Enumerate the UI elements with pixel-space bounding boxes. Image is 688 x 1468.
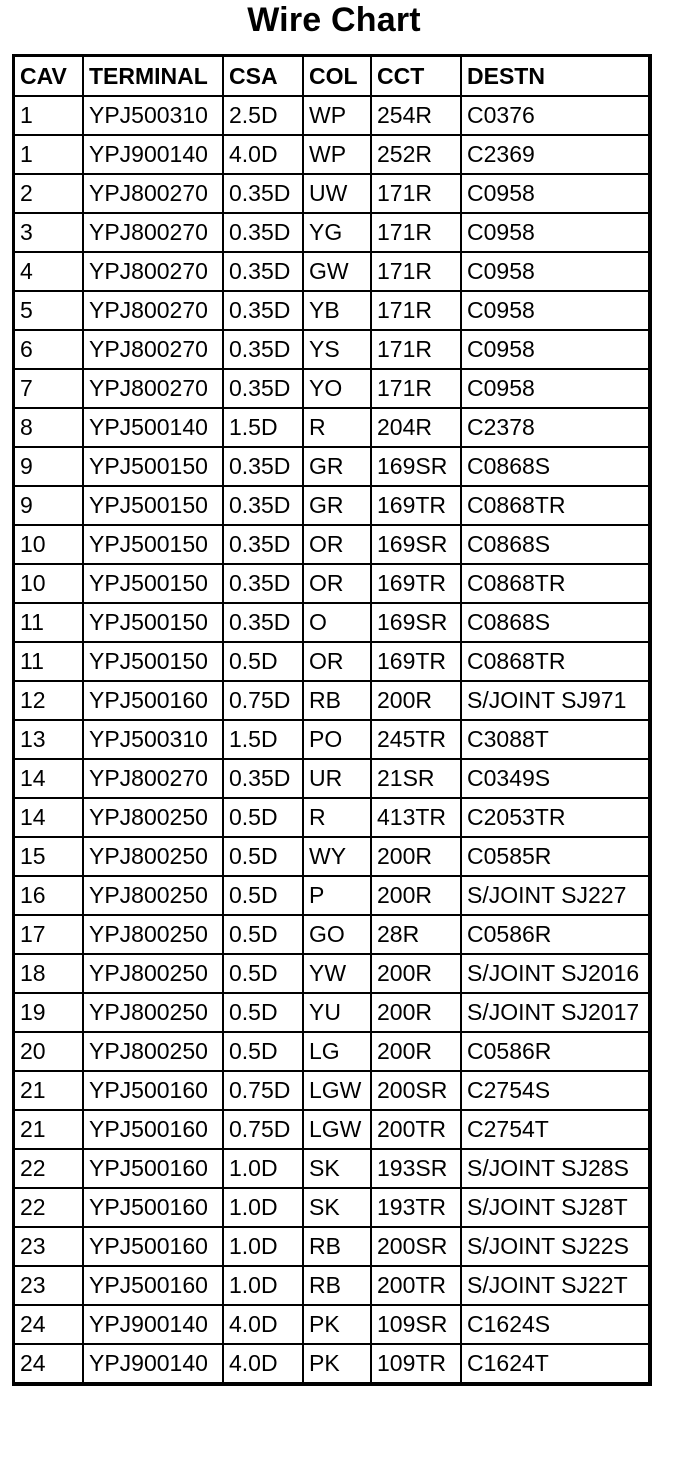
table-row <box>15 213 648 252</box>
cell-destn: C0868TR <box>461 486 648 525</box>
cell-csa: 0.5D <box>223 642 303 681</box>
table-row <box>15 135 648 174</box>
table-row <box>15 681 648 720</box>
table-row <box>15 720 648 759</box>
cell-terminal: YPJ500150 <box>83 447 223 486</box>
header-destn: DESTN <box>461 57 648 96</box>
cell-cct: 109SR <box>371 1305 461 1344</box>
table-row <box>15 642 648 681</box>
cell-csa: 0.35D <box>223 564 303 603</box>
cell-cct: 200SR <box>371 1227 461 1266</box>
table-row <box>15 915 648 954</box>
cell-cct: 169SR <box>371 603 461 642</box>
cell-cav: 24 <box>15 1344 83 1382</box>
cell-destn: C0958 <box>461 213 648 252</box>
cell-cct: 200R <box>371 954 461 993</box>
cell-cav: 21 <box>15 1110 83 1149</box>
table-row <box>15 876 648 915</box>
cell-cav: 9 <box>15 447 83 486</box>
cell-col: WP <box>303 135 371 174</box>
cell-cav: 15 <box>15 837 83 876</box>
cell-destn: S/JOINT SJ2016 <box>461 954 648 993</box>
cell-csa: 1.5D <box>223 408 303 447</box>
cell-csa: 0.75D <box>223 1071 303 1110</box>
cell-cav: 7 <box>15 369 83 408</box>
table-body <box>15 96 648 1382</box>
cell-cav: 8 <box>15 408 83 447</box>
cell-cct: 169TR <box>371 564 461 603</box>
header-terminal: TERMINAL <box>83 57 223 96</box>
table-header <box>15 57 648 96</box>
cell-terminal: YPJ800250 <box>83 798 223 837</box>
cell-cct: 109TR <box>371 1344 461 1382</box>
cell-destn: C1624T <box>461 1344 648 1382</box>
header-row <box>15 57 648 96</box>
cell-destn: S/JOINT SJ28T <box>461 1188 648 1227</box>
cell-cct: 171R <box>371 174 461 213</box>
cell-cav: 17 <box>15 915 83 954</box>
table-row <box>15 1149 648 1188</box>
table-row <box>15 330 648 369</box>
cell-cct: 169SR <box>371 447 461 486</box>
cell-csa: 0.5D <box>223 837 303 876</box>
table-row <box>15 798 648 837</box>
cell-col: LGW <box>303 1110 371 1149</box>
cell-col: UR <box>303 759 371 798</box>
cell-cav: 14 <box>15 759 83 798</box>
cell-terminal: YPJ500160 <box>83 1266 223 1305</box>
table-row <box>15 96 648 135</box>
cell-col: YW <box>303 954 371 993</box>
cell-cct: 200R <box>371 993 461 1032</box>
cell-cav: 11 <box>15 642 83 681</box>
cell-cav: 4 <box>15 252 83 291</box>
cell-cav: 5 <box>15 291 83 330</box>
cell-destn: C2754T <box>461 1110 648 1149</box>
table-row <box>15 447 648 486</box>
cell-terminal: YPJ500140 <box>83 408 223 447</box>
cell-cct: 171R <box>371 330 461 369</box>
cell-cav: 23 <box>15 1227 83 1266</box>
cell-cct: 193SR <box>371 1149 461 1188</box>
cell-col: WP <box>303 96 371 135</box>
cell-col: WY <box>303 837 371 876</box>
cell-col: GW <box>303 252 371 291</box>
cell-terminal: YPJ900140 <box>83 1305 223 1344</box>
cell-destn: C0586R <box>461 1032 648 1071</box>
cell-cav: 10 <box>15 564 83 603</box>
cell-col: PK <box>303 1344 371 1382</box>
cell-cct: 28R <box>371 915 461 954</box>
cell-cav: 2 <box>15 174 83 213</box>
table-row <box>15 837 648 876</box>
cell-cav: 24 <box>15 1305 83 1344</box>
cell-csa: 1.0D <box>223 1188 303 1227</box>
cell-cav: 19 <box>15 993 83 1032</box>
table-row <box>15 408 648 447</box>
cell-terminal: YPJ500160 <box>83 1227 223 1266</box>
cell-terminal: YPJ500160 <box>83 1110 223 1149</box>
cell-csa: 0.35D <box>223 291 303 330</box>
cell-cct: 171R <box>371 213 461 252</box>
cell-destn: S/JOINT SJ28S <box>461 1149 648 1188</box>
cell-col: LGW <box>303 1071 371 1110</box>
cell-terminal: YPJ500160 <box>83 1071 223 1110</box>
table-row <box>15 369 648 408</box>
table-row <box>15 1188 648 1227</box>
cell-destn: C0349S <box>461 759 648 798</box>
cell-cct: 200SR <box>371 1071 461 1110</box>
table-row <box>15 564 648 603</box>
cell-cav: 14 <box>15 798 83 837</box>
cell-destn: C2053TR <box>461 798 648 837</box>
cell-cav: 1 <box>15 135 83 174</box>
cell-destn: S/JOINT SJ227 <box>461 876 648 915</box>
cell-csa: 1.5D <box>223 720 303 759</box>
wire-chart-table-frame <box>12 54 652 1386</box>
cell-cct: 200R <box>371 837 461 876</box>
cell-destn: C0868S <box>461 447 648 486</box>
cell-destn: C0376 <box>461 96 648 135</box>
cell-cct: 200R <box>371 681 461 720</box>
cell-cct: 413TR <box>371 798 461 837</box>
cell-destn: S/JOINT SJ22S <box>461 1227 648 1266</box>
cell-csa: 0.35D <box>223 759 303 798</box>
cell-col: OR <box>303 525 371 564</box>
table-row <box>15 993 648 1032</box>
cell-terminal: YPJ800250 <box>83 954 223 993</box>
cell-csa: 0.35D <box>223 330 303 369</box>
table-row <box>15 954 648 993</box>
cell-csa: 0.75D <box>223 681 303 720</box>
cell-destn: C0958 <box>461 330 648 369</box>
cell-destn: C2378 <box>461 408 648 447</box>
cell-cav: 23 <box>15 1266 83 1305</box>
cell-terminal: YPJ500160 <box>83 681 223 720</box>
cell-col: R <box>303 408 371 447</box>
cell-cct: 204R <box>371 408 461 447</box>
cell-terminal: YPJ800250 <box>83 1032 223 1071</box>
cell-csa: 1.0D <box>223 1149 303 1188</box>
cell-col: O <box>303 603 371 642</box>
cell-cct: 200TR <box>371 1266 461 1305</box>
table-row <box>15 291 648 330</box>
table-row <box>15 1032 648 1071</box>
cell-col: GO <box>303 915 371 954</box>
page-title: Wire Chart <box>247 1 421 39</box>
cell-cav: 20 <box>15 1032 83 1071</box>
cell-cav: 12 <box>15 681 83 720</box>
cell-csa: 0.35D <box>223 369 303 408</box>
cell-csa: 0.5D <box>223 1032 303 1071</box>
cell-csa: 0.5D <box>223 798 303 837</box>
cell-terminal: YPJ800250 <box>83 993 223 1032</box>
cell-cct: 169TR <box>371 642 461 681</box>
cell-cct: 169TR <box>371 486 461 525</box>
cell-col: SK <box>303 1188 371 1227</box>
cell-terminal: YPJ800250 <box>83 876 223 915</box>
cell-csa: 1.0D <box>223 1266 303 1305</box>
cell-terminal: YPJ800270 <box>83 330 223 369</box>
cell-destn: C0958 <box>461 291 648 330</box>
cell-destn: C0868TR <box>461 642 648 681</box>
cell-col: GR <box>303 486 371 525</box>
cell-csa: 0.5D <box>223 915 303 954</box>
cell-col: OR <box>303 642 371 681</box>
cell-csa: 0.35D <box>223 603 303 642</box>
cell-col: R <box>303 798 371 837</box>
cell-col: YB <box>303 291 371 330</box>
cell-destn: S/JOINT SJ22T <box>461 1266 648 1305</box>
cell-cct: 21SR <box>371 759 461 798</box>
cell-csa: 0.35D <box>223 174 303 213</box>
table-row <box>15 1305 648 1344</box>
cell-cav: 9 <box>15 486 83 525</box>
cell-cct: 169SR <box>371 525 461 564</box>
cell-csa: 0.35D <box>223 447 303 486</box>
cell-destn: C3088T <box>461 720 648 759</box>
cell-cct: 200R <box>371 1032 461 1071</box>
cell-col: PO <box>303 720 371 759</box>
cell-destn: C0585R <box>461 837 648 876</box>
cell-terminal: YPJ800270 <box>83 252 223 291</box>
cell-cav: 22 <box>15 1149 83 1188</box>
cell-csa: 0.35D <box>223 525 303 564</box>
cell-csa: 4.0D <box>223 1344 303 1382</box>
cell-destn: C0958 <box>461 252 648 291</box>
cell-col: LG <box>303 1032 371 1071</box>
cell-col: P <box>303 876 371 915</box>
cell-cct: 171R <box>371 291 461 330</box>
table-row <box>15 1071 648 1110</box>
table-row <box>15 174 648 213</box>
cell-csa: 0.5D <box>223 954 303 993</box>
cell-terminal: YPJ500310 <box>83 720 223 759</box>
cell-terminal: YPJ800270 <box>83 174 223 213</box>
cell-destn: C0868TR <box>461 564 648 603</box>
cell-cav: 16 <box>15 876 83 915</box>
header-cct: CCT <box>371 57 461 96</box>
cell-terminal: YPJ500160 <box>83 1188 223 1227</box>
cell-cct: 245TR <box>371 720 461 759</box>
cell-destn: C1624S <box>461 1305 648 1344</box>
table-row <box>15 1227 648 1266</box>
cell-csa: 0.5D <box>223 876 303 915</box>
cell-terminal: YPJ800270 <box>83 759 223 798</box>
cell-destn: C0868S <box>461 603 648 642</box>
cell-col: YU <box>303 993 371 1032</box>
cell-cav: 22 <box>15 1188 83 1227</box>
cell-destn: C2369 <box>461 135 648 174</box>
cell-terminal: YPJ500150 <box>83 525 223 564</box>
header-csa: CSA <box>223 57 303 96</box>
cell-destn: C0868S <box>461 525 648 564</box>
cell-terminal: YPJ500310 <box>83 96 223 135</box>
cell-csa: 4.0D <box>223 135 303 174</box>
cell-terminal: YPJ900140 <box>83 135 223 174</box>
cell-cav: 18 <box>15 954 83 993</box>
cell-terminal: YPJ500160 <box>83 1149 223 1188</box>
cell-cct: 252R <box>371 135 461 174</box>
header-cav: CAV <box>15 57 83 96</box>
cell-csa: 0.35D <box>223 252 303 291</box>
table-row <box>15 252 648 291</box>
cell-terminal: YPJ800270 <box>83 369 223 408</box>
table-row <box>15 759 648 798</box>
cell-cav: 21 <box>15 1071 83 1110</box>
cell-terminal: YPJ900140 <box>83 1344 223 1382</box>
cell-csa: 2.5D <box>223 96 303 135</box>
cell-cct: 200R <box>371 876 461 915</box>
cell-cav: 3 <box>15 213 83 252</box>
cell-terminal: YPJ800270 <box>83 213 223 252</box>
cell-col: UW <box>303 174 371 213</box>
cell-csa: 4.0D <box>223 1305 303 1344</box>
cell-csa: 1.0D <box>223 1227 303 1266</box>
cell-csa: 0.75D <box>223 1110 303 1149</box>
cell-cav: 1 <box>15 96 83 135</box>
cell-cav: 10 <box>15 525 83 564</box>
header-col: COL <box>303 57 371 96</box>
cell-destn: C0586R <box>461 915 648 954</box>
cell-cct: 171R <box>371 369 461 408</box>
cell-col: YS <box>303 330 371 369</box>
cell-csa: 0.35D <box>223 213 303 252</box>
cell-terminal: YPJ500150 <box>83 564 223 603</box>
cell-terminal: YPJ500150 <box>83 603 223 642</box>
cell-destn: C2754S <box>461 1071 648 1110</box>
cell-cct: 254R <box>371 96 461 135</box>
cell-destn: S/JOINT SJ2017 <box>461 993 648 1032</box>
cell-terminal: YPJ500150 <box>83 642 223 681</box>
cell-col: SK <box>303 1149 371 1188</box>
table-row <box>15 1110 648 1149</box>
cell-terminal: YPJ500150 <box>83 486 223 525</box>
cell-col: YG <box>303 213 371 252</box>
cell-cct: 193TR <box>371 1188 461 1227</box>
cell-col: RB <box>303 681 371 720</box>
cell-col: RB <box>303 1227 371 1266</box>
table-row <box>15 525 648 564</box>
cell-terminal: YPJ800250 <box>83 837 223 876</box>
cell-cav: 6 <box>15 330 83 369</box>
cell-cav: 11 <box>15 603 83 642</box>
cell-terminal: YPJ800250 <box>83 915 223 954</box>
table-row <box>15 486 648 525</box>
cell-col: OR <box>303 564 371 603</box>
cell-csa: 0.5D <box>223 993 303 1032</box>
cell-destn: C0958 <box>461 369 648 408</box>
cell-destn: C0958 <box>461 174 648 213</box>
table-row <box>15 603 648 642</box>
cell-col: YO <box>303 369 371 408</box>
table-row <box>15 1266 648 1305</box>
table-row <box>15 1344 648 1382</box>
cell-cav: 13 <box>15 720 83 759</box>
cell-cct: 200TR <box>371 1110 461 1149</box>
cell-col: GR <box>303 447 371 486</box>
cell-terminal: YPJ800270 <box>83 291 223 330</box>
wire-chart-table <box>15 57 648 1382</box>
cell-destn: S/JOINT SJ971 <box>461 681 648 720</box>
cell-col: PK <box>303 1305 371 1344</box>
cell-col: RB <box>303 1266 371 1305</box>
cell-csa: 0.35D <box>223 486 303 525</box>
cell-cct: 171R <box>371 252 461 291</box>
